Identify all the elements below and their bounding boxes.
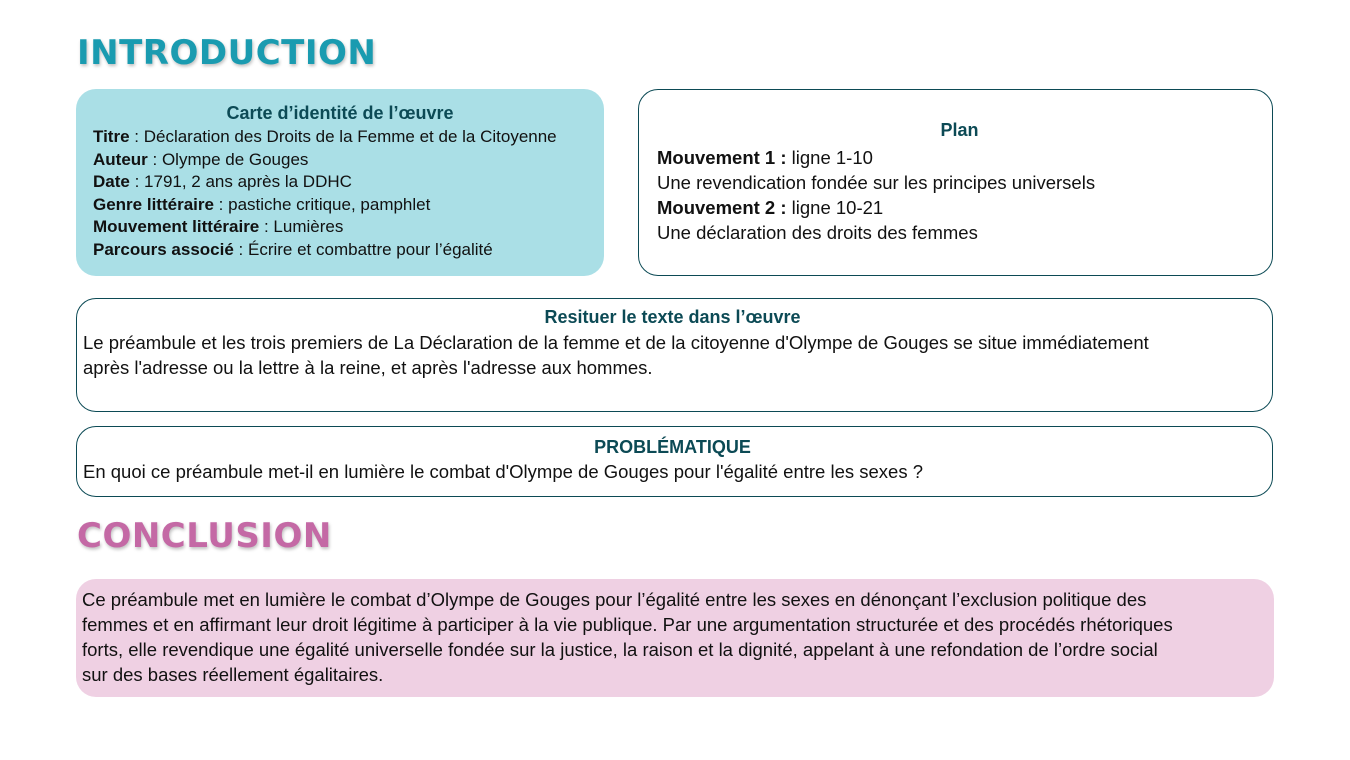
identity-value: : Olympe de Gouges xyxy=(147,149,309,169)
identity-row-genre xyxy=(93,194,594,217)
plan-movement-2-desc: Une déclaration des droits des femmes xyxy=(657,222,978,243)
conclusion-line: femmes et en affirmant leur droit légitime à participer à la vie publique. Par une argumentation structurée et des procédés rhétoriques xyxy=(82,614,1173,635)
conclusion-card xyxy=(76,579,1274,697)
plan-movement-2-lines: ligne 10-21 xyxy=(786,197,884,218)
conclusion-heading: CONCLUSION xyxy=(77,516,332,556)
situate-title: Resituer le texte dans l’œuvre xyxy=(544,307,801,327)
plan-movement-1-desc: Une revendication fondée sur les principes universels xyxy=(657,172,1096,193)
identity-value: : Écrire et combattre pour l’égalité xyxy=(233,239,493,259)
identity-label: Titre xyxy=(93,127,130,146)
problematique-card xyxy=(76,426,1273,497)
identity-value: : 1791, 2 ans après la DDHC xyxy=(129,172,352,191)
plan-card xyxy=(638,89,1273,276)
plan-movement-2-label: Mouvement 2 : xyxy=(657,197,787,218)
plan-title: Plan xyxy=(940,120,979,140)
identity-row-title xyxy=(93,126,594,149)
identity-card-title: Carte d’identité de l’œuvre xyxy=(226,103,454,123)
conclusion-line: forts, elle revendique une égalité universelle fondée sur la justice, la raison et la dignité, appelant à une refondation de l’ordre social xyxy=(82,639,1158,660)
plan-movement-1-lines: ligne 1-10 xyxy=(786,147,873,168)
introduction-heading: INTRODUCTION xyxy=(77,33,377,73)
identity-label: Genre littéraire xyxy=(93,194,214,214)
plan-movement-1-label: Mouvement 1 : xyxy=(657,147,787,168)
problematique-title: PROBLÉMATIQUE xyxy=(594,437,751,457)
identity-label: Auteur xyxy=(93,149,148,169)
plan-movement-1 xyxy=(657,145,1262,170)
conclusion-line: Ce préambule met en lumière le combat d’Olympe de Gouges pour l’égalité entre les sexes en dénonçant l’exclusion politique des xyxy=(82,589,1147,610)
identity-card xyxy=(76,89,604,276)
situate-card xyxy=(76,298,1273,412)
identity-value: : Lumières xyxy=(259,217,344,236)
identity-label: Parcours associé xyxy=(93,239,234,259)
problematique-text: En quoi ce préambule met-il en lumière le combat d'Olympe de Gouges pour l'égalité entre les sexes ? xyxy=(83,461,924,482)
identity-row-movement xyxy=(93,216,594,239)
identity-value: : Déclaration des Droits de la Femme et de la Citoyenne xyxy=(129,127,557,146)
identity-row-parcours xyxy=(93,239,594,262)
identity-label: Mouvement littéraire xyxy=(93,217,260,236)
situate-line: Le préambule et les trois premiers de La Déclaration de la femme et de la citoyenne d'Olympe de Gouges se situe immédiatement xyxy=(83,332,1149,353)
identity-row-date xyxy=(93,171,594,194)
identity-value: : pastiche critique, pamphlet xyxy=(213,194,431,214)
conclusion-line: sur des bases réellement égalitaires. xyxy=(82,664,384,685)
identity-row-author xyxy=(93,149,594,172)
identity-label: Date xyxy=(93,172,130,191)
situate-line: après l'adresse ou la lettre à la reine, et après l'adresse aux hommes. xyxy=(83,357,653,378)
plan-movement-2 xyxy=(657,195,1262,220)
